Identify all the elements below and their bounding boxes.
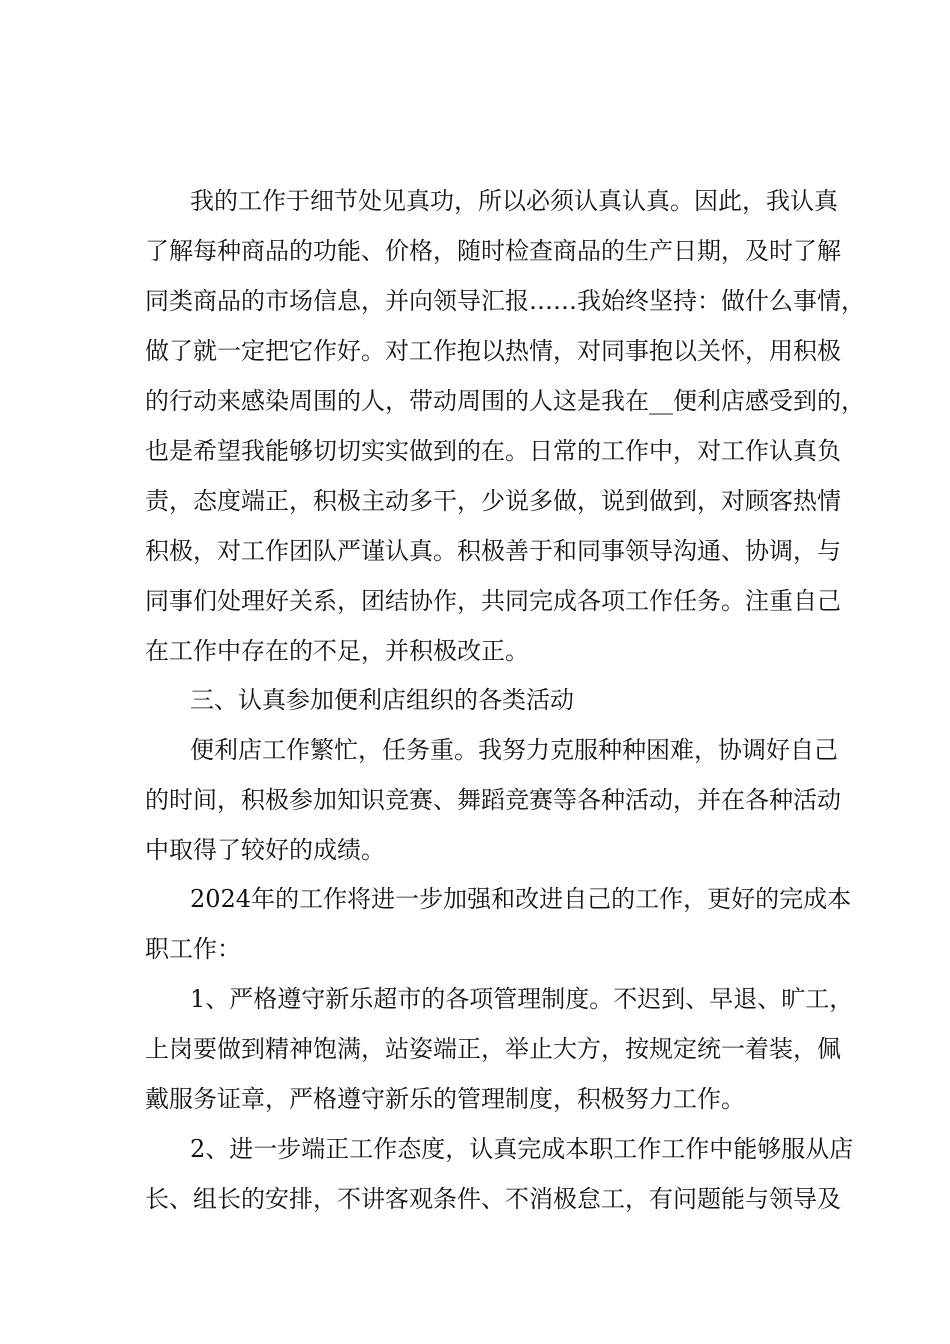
paragraph-line: 积极，对工作团队严谨认真。积极善于和同事领导沟通、协调，与: [145, 537, 841, 565]
paragraph-line: 职工作：: [145, 935, 241, 963]
list-item-line: 上岗要做到精神饱满，站姿端正，举止大方，按规定统一着装，佩: [145, 1035, 841, 1063]
paragraph-line: 责，态度端正，积极主动多干，少说多做，说到做到，对顾客热情: [145, 487, 841, 515]
paragraph-line: 做了就一定把它作好。对工作抱以热情，对同事抱以关怀，用积极: [145, 337, 841, 365]
paragraph-line: 在工作中存在的不足，并积极改正。: [145, 637, 529, 665]
paragraph-line: 同事们处理好关系，团结协作，共同完成各项工作任务。注重自己: [145, 587, 841, 615]
paragraph-line: 便利店工作繁忙，任务重。我努力克服种种困难，协调好自己: [190, 736, 838, 764]
paragraph-line: 我的工作于细节处见真功，所以必须认真认真。因此，我认真: [190, 187, 838, 215]
paragraph-line: 也是希望我能够切切实实做到的在。日常的工作中，对工作认真负: [145, 437, 841, 465]
list-item-line: 长、组长的安排，不讲客观条件、不消极怠工，有问题能与领导及: [145, 1185, 841, 1213]
paragraph-line: 的时间，积极参加知识竞赛、舞蹈竞赛等各种活动，并在各种活动: [145, 786, 841, 814]
paragraph-line: 同类商品的市场信息，并向领导汇报……我始终坚持：做什么事情，: [145, 287, 865, 315]
list-item-line: 1、严格遵守新乐超市的各项管理制度。不迟到、早退、旷工，: [190, 985, 854, 1013]
section-heading: 三、认真参加便利店组织的各类活动: [190, 686, 574, 714]
paragraph-line: 了解每种商品的功能、价格，随时检查商品的生产日期，及时了解: [145, 237, 841, 265]
paragraph-line: 的行动来感染周围的人，带动周围的人这是我在__便利店感受到的，: [145, 387, 865, 415]
paragraph-line: 2024年的工作将进一步加强和改进自己的工作，更好的完成本: [190, 885, 852, 913]
list-item-line: 戴服务证章，严格遵守新乐的管理制度，积极努力工作。: [145, 1085, 745, 1113]
paragraph-line: 中取得了较好的成绩。: [145, 836, 385, 864]
list-item-line: 2、进一步端正工作态度，认真完成本职工作工作中能够服从店: [190, 1135, 854, 1163]
